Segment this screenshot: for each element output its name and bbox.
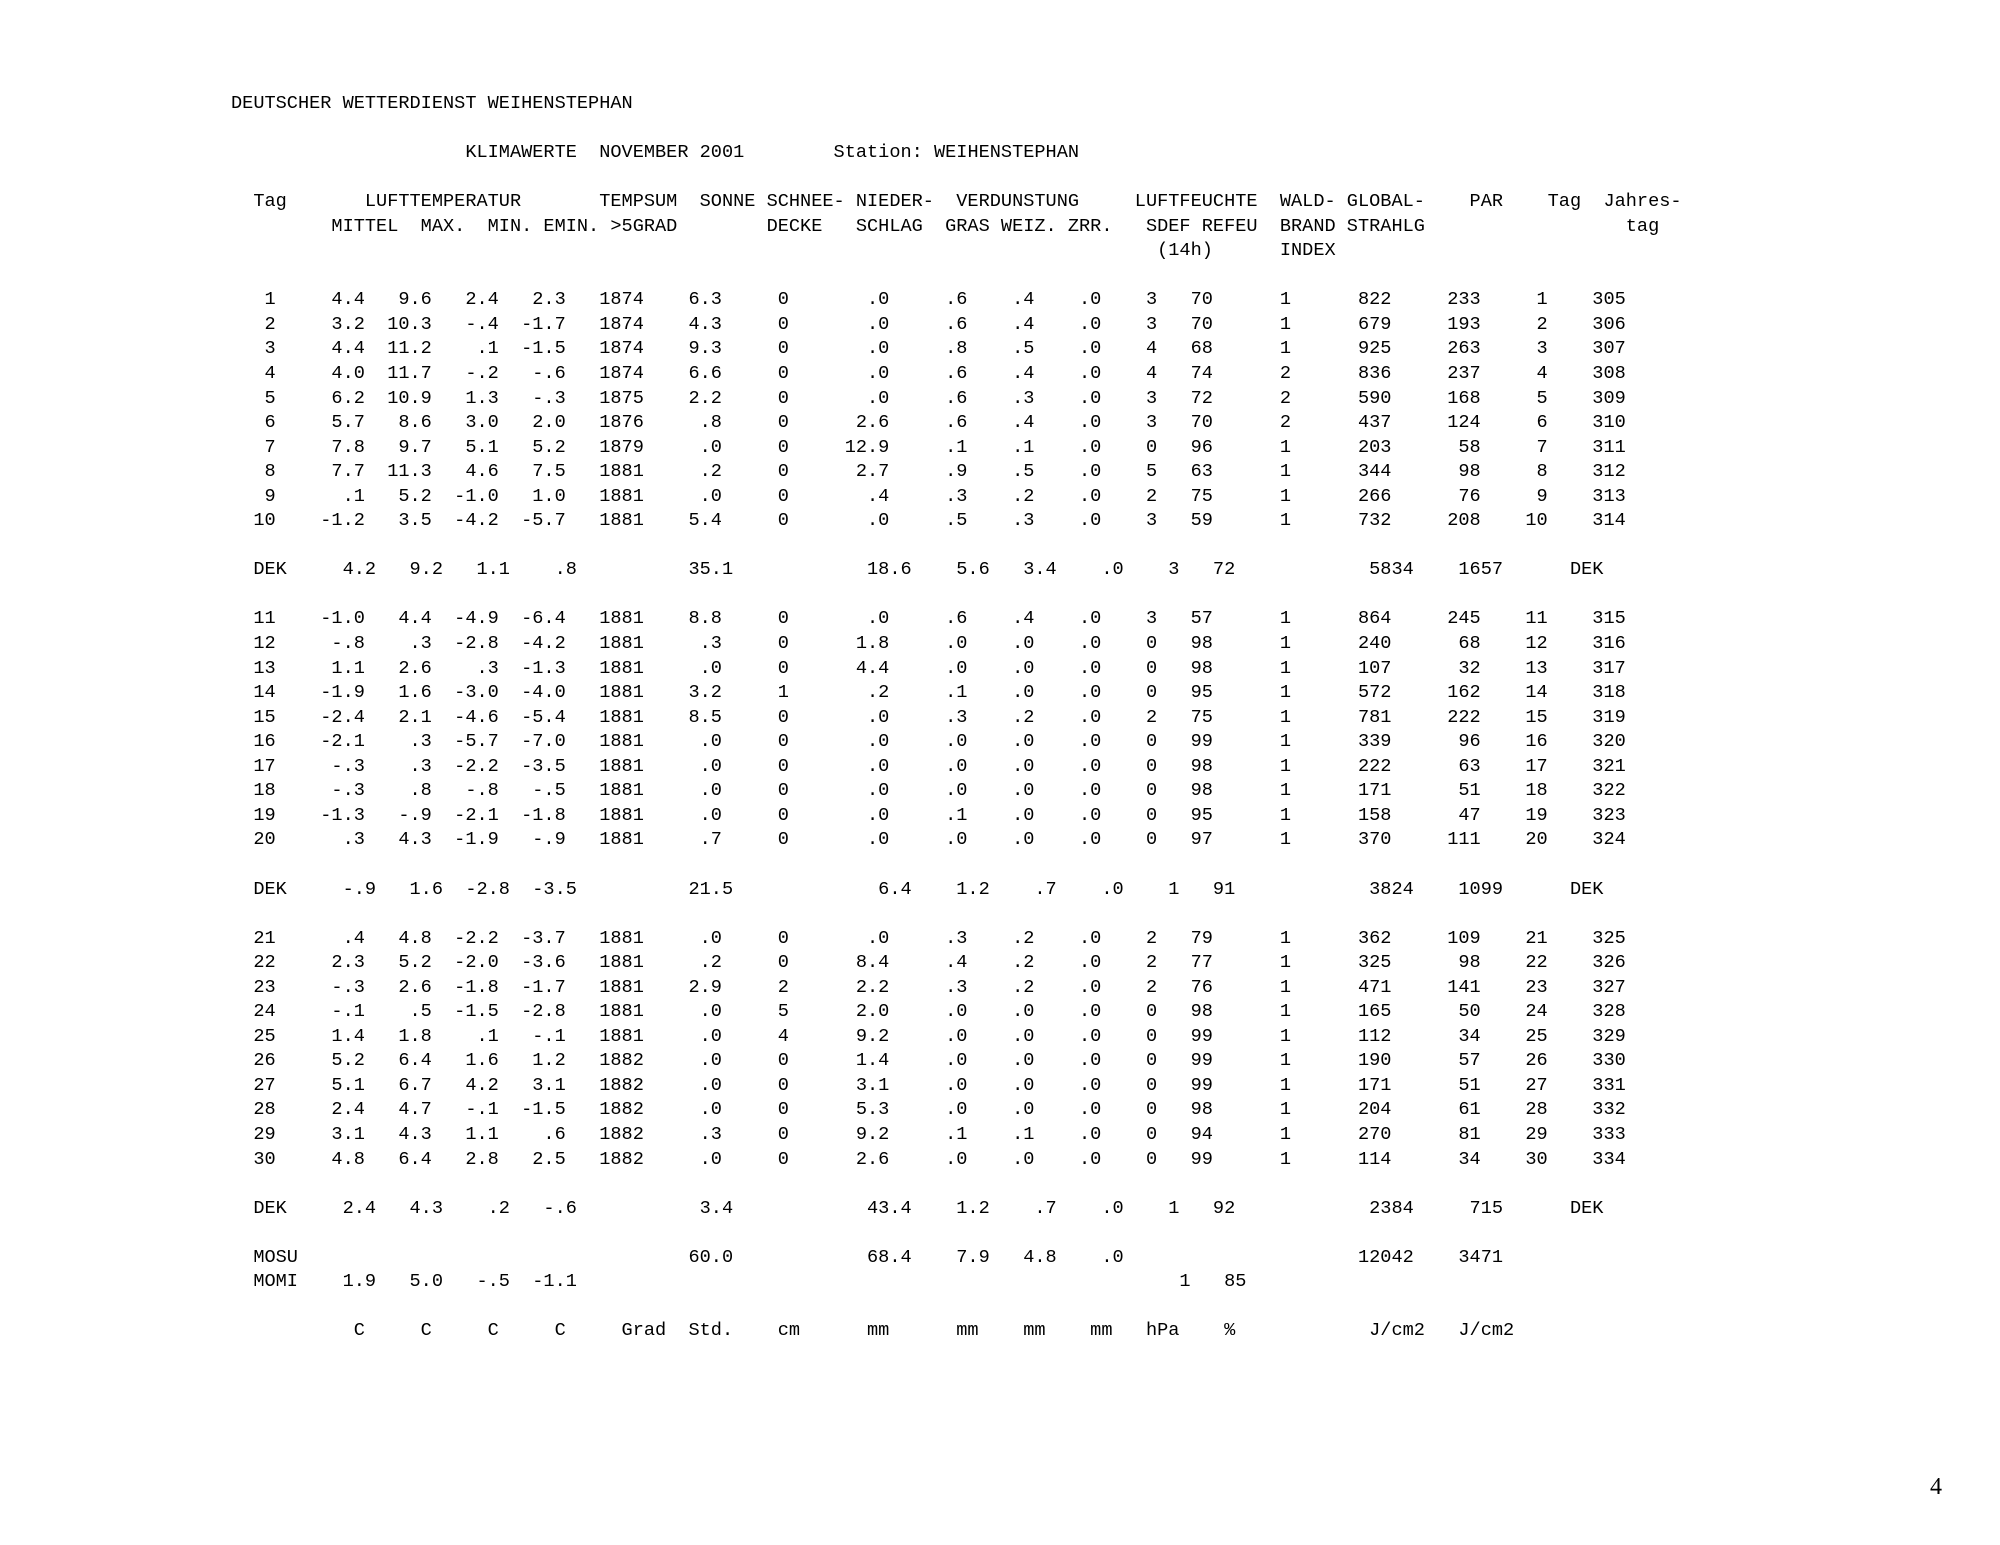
table-row: 10 -1.2 3.5 -4.2 -5.7 1881 5.4 0 .0 .5 .3 .0 3 59 1 732 208 10 314 bbox=[231, 510, 1626, 532]
page-number: 4 bbox=[1930, 1474, 1942, 1500]
table-row: 30 4.8 6.4 2.8 2.5 1882 .0 0 2.6 .0 .0 .0 0 99 1 114 34 30 334 bbox=[231, 1148, 1626, 1170]
table-row: 15 -2.4 2.1 -4.6 -5.4 1881 8.5 0 .0 .3 .2 .0 2 75 1 781 222 15 319 bbox=[231, 706, 1626, 728]
table-row: 3 4.4 11.2 .1 -1.5 1874 9.3 0 .0 .8 .5 .0 4 68 1 925 263 3 307 bbox=[231, 338, 1626, 360]
table-row: 14 -1.9 1.6 -3.0 -4.0 1881 3.2 1 .2 .1 .0 .0 0 95 1 572 162 14 318 bbox=[231, 682, 1626, 704]
decade-summary-row: DEK 2.4 4.3 .2 -.6 3.4 43.4 1.2 .7 .0 1 92 2384 715 DEK bbox=[231, 1197, 1604, 1219]
month-mean-row: MOMI 1.9 5.0 -.5 -1.1 1 85 bbox=[231, 1271, 1247, 1293]
table-row: 28 2.4 4.7 -.1 -1.5 1882 .0 0 5.3 .0 .0 .0 0 98 1 204 61 28 332 bbox=[231, 1099, 1626, 1121]
table-row: 25 1.4 1.8 .1 -.1 1881 .0 4 9.2 .0 .0 .0 0 99 1 112 34 25 329 bbox=[231, 1025, 1626, 1047]
table-row: 16 -2.1 .3 -5.7 -7.0 1881 .0 0 .0 .0 .0 .0 0 99 1 339 96 16 320 bbox=[231, 731, 1626, 753]
table-row: 7 7.8 9.7 5.1 5.2 1879 .0 0 12.9 .1 .1 .0 0 96 1 203 58 7 311 bbox=[231, 436, 1626, 458]
table-row: 24 -.1 .5 -1.5 -2.8 1881 .0 5 2.0 .0 .0 .0 0 98 1 165 50 24 328 bbox=[231, 1001, 1626, 1023]
table-row: 22 2.3 5.2 -2.0 -3.6 1881 .2 0 8.4 .4 .2 .0 2 77 1 325 98 22 326 bbox=[231, 952, 1626, 974]
table-row: 19 -1.3 -.9 -2.1 -1.8 1881 .0 0 .0 .1 .0 .0 0 95 1 158 47 19 323 bbox=[231, 804, 1626, 826]
table-row: 29 3.1 4.3 1.1 .6 1882 .3 0 9.2 .1 .1 .0 0 94 1 270 81 29 333 bbox=[231, 1123, 1626, 1145]
header-line-2: MITTEL MAX. MIN. EMIN. >5GRAD DECKE SCHLAG GRAS WEIZ. ZRR. SDEF REFEU BRAND STRAHLG tag bbox=[231, 215, 1660, 237]
table-row: 5 6.2 10.9 1.3 -.3 1875 2.2 0 .0 .6 .3 .0 3 72 2 590 168 5 309 bbox=[231, 387, 1626, 409]
decade-summary-row: DEK -.9 1.6 -2.8 -3.5 21.5 6.4 1.2 .7 .0 1 91 3824 1099 DEK bbox=[231, 878, 1604, 900]
units-row: C C C C Grad Std. cm mm mm mm mm hPa % J/cm2 J/cm2 bbox=[231, 1320, 1515, 1342]
table-row: 6 5.7 8.6 3.0 2.0 1876 .8 0 2.6 .6 .4 .0 3 70 2 437 124 6 310 bbox=[231, 412, 1626, 434]
table-row: 17 -.3 .3 -2.2 -3.5 1881 .0 0 .0 .0 .0 .0 0 98 1 222 63 17 321 bbox=[231, 755, 1626, 777]
header-line-1: Tag LUFTTEMPERATUR TEMPSUM SONNE SCHNEE- NIEDER- VERDUNSTUNG LUFTFEUCHTE WALD- GLOBAL- PAR Tag Jahres- bbox=[231, 191, 1682, 213]
table-row: 18 -.3 .8 -.8 -.5 1881 .0 0 .0 .0 .0 .0 0 98 1 171 51 18 322 bbox=[231, 780, 1626, 802]
table-row: 2 3.2 10.3 -.4 -1.7 1874 4.3 0 .0 .6 .4 .0 3 70 1 679 193 2 306 bbox=[231, 313, 1626, 335]
table-row: 26 5.2 6.4 1.6 1.2 1882 .0 0 1.4 .0 .0 .0 0 99 1 190 57 26 330 bbox=[231, 1050, 1626, 1072]
table-row: 9 .1 5.2 -1.0 1.0 1881 .0 0 .4 .3 .2 .0 2 75 1 266 76 9 313 bbox=[231, 485, 1626, 507]
decade-summary-row: DEK 4.2 9.2 1.1 .8 35.1 18.6 5.6 3.4 .0 3 72 5834 1657 DEK bbox=[231, 559, 1604, 581]
header-line-3: (14h) INDEX bbox=[231, 240, 1336, 262]
table-row: 1 4.4 9.6 2.4 2.3 1874 6.3 0 .0 .6 .4 .0 3 70 1 822 233 1 305 bbox=[231, 289, 1626, 311]
climate-report bbox=[231, 92, 1682, 1344]
table-row: 21 .4 4.8 -2.2 -3.7 1881 .0 0 .0 .3 .2 .0 2 79 1 362 109 21 325 bbox=[231, 927, 1626, 949]
table-row: 13 1.1 2.6 .3 -1.3 1881 .0 0 4.4 .0 .0 .0 0 98 1 107 32 13 317 bbox=[231, 657, 1626, 679]
table-row: 8 7.7 11.3 4.6 7.5 1881 .2 0 2.7 .9 .5 .0 5 63 1 344 98 8 312 bbox=[231, 461, 1626, 483]
institution-title: DEUTSCHER WETTERDIENST WEIHENSTEPHAN bbox=[231, 93, 633, 114]
table-row: 12 -.8 .3 -2.8 -4.2 1881 .3 0 1.8 .0 .0 .0 0 98 1 240 68 12 316 bbox=[231, 633, 1626, 655]
report-title: KLIMAWERTE NOVEMBER 2001 Station: WEIHENSTEPHAN bbox=[465, 142, 1080, 164]
month-sum-row: MOSU 60.0 68.4 7.9 4.8 .0 12042 3471 bbox=[231, 1246, 1504, 1268]
table-row: 20 .3 4.3 -1.9 -.9 1881 .7 0 .0 .0 .0 .0 0 97 1 370 111 20 324 bbox=[231, 829, 1626, 851]
table-row: 4 4.0 11.7 -.2 -.6 1874 6.6 0 .0 .6 .4 .0 4 74 2 836 237 4 308 bbox=[231, 363, 1626, 385]
table-row: 11 -1.0 4.4 -4.9 -6.4 1881 8.8 0 .0 .6 .4 .0 3 57 1 864 245 11 315 bbox=[231, 608, 1626, 630]
table-row: 23 -.3 2.6 -1.8 -1.7 1881 2.9 2 2.2 .3 .2 .0 2 76 1 471 141 23 327 bbox=[231, 976, 1626, 998]
table-row: 27 5.1 6.7 4.2 3.1 1882 .0 0 3.1 .0 .0 .0 0 99 1 171 51 27 331 bbox=[231, 1074, 1626, 1096]
